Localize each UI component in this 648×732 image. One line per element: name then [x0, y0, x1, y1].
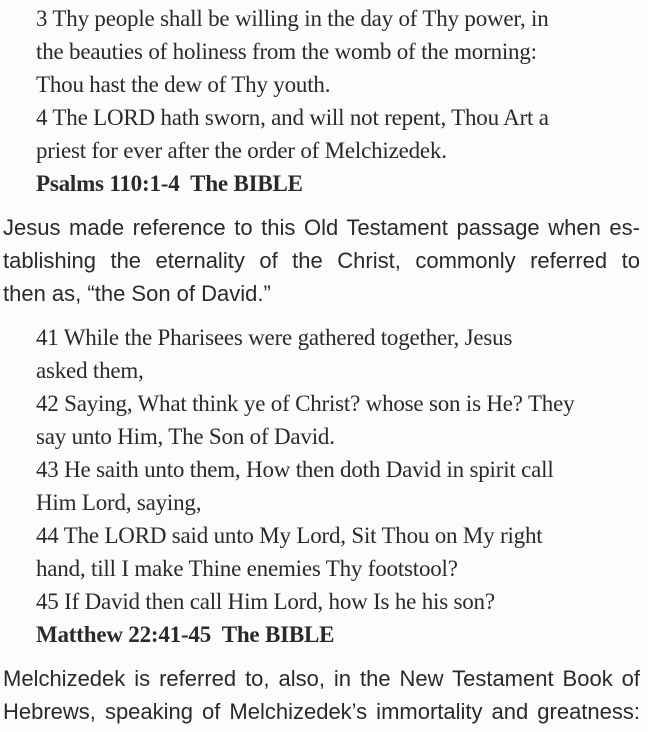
- quote-line: say unto Him, The Son of David.: [36, 424, 335, 449]
- paragraph-line: Melchizedek is referred to, also, in the New Testament Book of: [3, 666, 640, 691]
- quote-line: Him Lord, saying,: [36, 490, 202, 515]
- scripture-quote-matthew: [36, 321, 640, 651]
- quote-line: 4 The LORD hath sworn, and will not repent, Thou Art a: [36, 105, 549, 130]
- scripture-quote-psalms: [36, 2, 640, 200]
- quote-line: 44 The LORD said unto My Lord, Sit Thou on My right: [36, 523, 543, 548]
- commentary-paragraph-2: [3, 662, 640, 728]
- commentary-paragraph-1: [3, 211, 640, 310]
- quote-line: the beauties of holiness from the womb of the morning:: [36, 39, 537, 64]
- paragraph-line: tablishing the eternality of the Christ, commonly referred to: [3, 248, 640, 273]
- quote-line: 43 He saith unto them, How then doth David in spirit call: [36, 457, 554, 482]
- quote-line: 3 Thy people shall be willing in the day of Thy power, in: [36, 6, 549, 31]
- quote-line: Thou hast the dew of Thy youth.: [36, 72, 331, 97]
- quote-line: 42 Saying, What think ye of Christ? whose son is He? They: [36, 391, 575, 416]
- book-page: [3, 2, 640, 732]
- paragraph-line: Jesus made reference to this Old Testament passage when es-: [3, 215, 640, 240]
- quote-line: hand, till I make Thine enemies Thy footstool?: [36, 556, 458, 581]
- quote-line: priest for ever after the order of Melchizedek.: [36, 138, 447, 163]
- quote-line: 41 While the Pharisees were gathered together, Jesus: [36, 325, 513, 350]
- scripture-citation-matthew: Matthew 22:41-45 The BIBLE: [36, 622, 335, 647]
- paragraph-line: Hebrews, speaking of Melchizedek’s immortality and greatness:: [3, 699, 640, 724]
- quote-line: 45 If David then call Him Lord, how Is he his son?: [36, 589, 495, 614]
- paragraph-line: then as, “the Son of David.”: [3, 281, 271, 306]
- quote-line: asked them,: [36, 358, 144, 383]
- scripture-citation-psalms: Psalms 110:1-4 The BIBLE: [36, 171, 303, 196]
